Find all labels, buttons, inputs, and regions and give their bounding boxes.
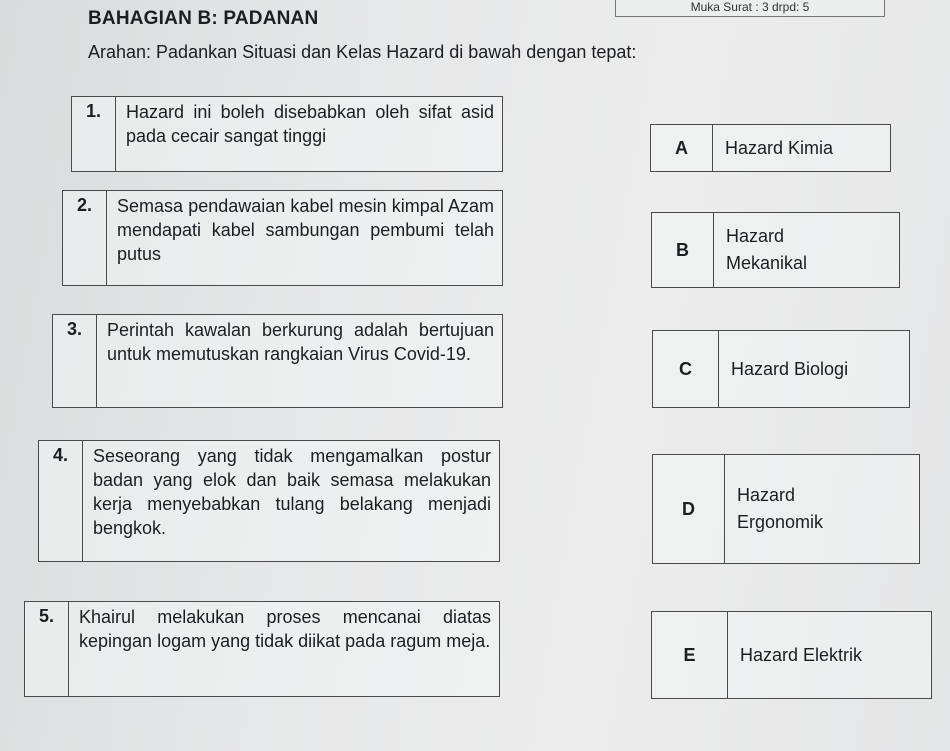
question-box-2 xyxy=(62,190,503,286)
answer-letter: C xyxy=(653,331,719,407)
answer-label: Hazard Elektrik xyxy=(740,644,863,665)
answer-letter: B xyxy=(652,213,714,287)
page-number: Muka Surat : 3 drpd: 5 xyxy=(615,0,885,17)
answer-label: Hazard Kimia xyxy=(725,137,834,158)
answer-box-c xyxy=(652,330,910,408)
question-box-4 xyxy=(38,440,500,562)
answer-letter: A xyxy=(651,125,713,171)
question-text: Seseorang yang tidak mengamalkan postur badan yang elok dan baik semasa melakukan kerja menyebabkan tulang belakang menjadi bengkok. xyxy=(93,446,491,538)
answer-letter: D xyxy=(653,455,725,563)
section-title: BAHAGIAN B: PADANAN xyxy=(88,8,319,29)
question-number: 4. xyxy=(39,441,83,561)
question-text: Semasa pendawaian kabel mesin kimpal Azam mendapati kabel sambungan pembumi telah putus xyxy=(117,196,494,264)
question-text: Hazard ini boleh disebabkan oleh sifat asid pada cecair sangat tinggi xyxy=(126,102,494,146)
answer-label xyxy=(714,213,899,287)
question-number: 5. xyxy=(25,602,69,696)
answer-label-text: Hazard Ergonomik xyxy=(737,485,824,532)
question-text: Perintah kawalan berkurung adalah bertujuan untuk memutuskan rangkaian Virus Covid-19. xyxy=(107,320,494,364)
question-number: 1. xyxy=(72,97,116,171)
answer-letter: E xyxy=(652,612,728,698)
instructions: Arahan: Padankan Situasi dan Kelas Hazard di bawah dengan tepat: xyxy=(88,42,637,62)
answer-box-a xyxy=(650,124,891,172)
answer-label xyxy=(725,455,919,563)
question-box-1 xyxy=(71,96,503,172)
answer-box-d xyxy=(652,454,920,564)
question-text: Khairul melakukan proses mencanai diatas kepingan logam yang tidak diikat pada ragum meja. xyxy=(79,607,491,651)
answer-label-text: Hazard Mekanikal xyxy=(726,226,808,273)
question-box-3 xyxy=(52,314,503,408)
question-number: 3. xyxy=(53,315,97,407)
answer-box-e xyxy=(651,611,932,699)
question-box-5 xyxy=(24,601,500,697)
question-number: 2. xyxy=(63,191,107,285)
answer-label: Hazard Biologi xyxy=(731,358,849,379)
answer-box-b xyxy=(651,212,900,288)
